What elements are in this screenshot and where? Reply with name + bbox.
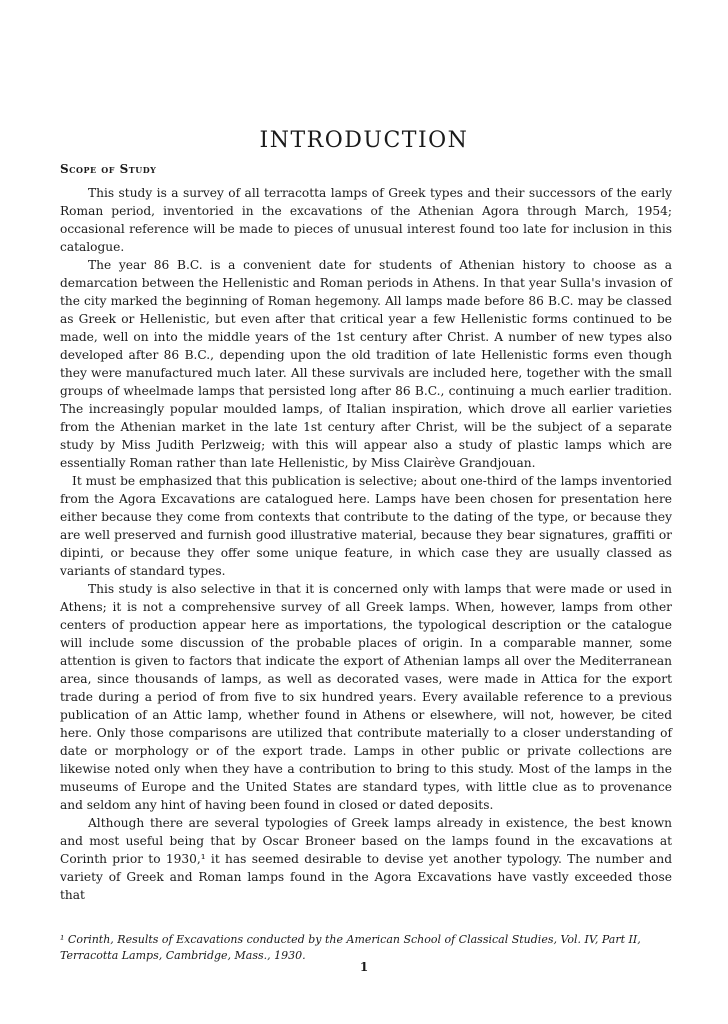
footnote: ¹ Corinth, Results of Excavations conducted by the American School of Classical Studies, Vol. IV, Part II, Terracotta Lamps, Cambridge, Mass., 1930. (60, 933, 641, 962)
section-heading: Scope of Study (60, 162, 157, 176)
paragraph-3: It must be emphasized that this publication is selective; about one-third of the lamps inventoried from the Agora Excavations are catalogued here. Lamps have been chosen for presentation here either because they come from contexts that contribute to the dating of the type, or because they are well preserved and furnish good illustrative material, because they bear signatures, graffiti or dipinti, or because they offer some unique feature, in which case they are usually classed as variants of standard types. (60, 474, 672, 578)
page-number: 1 (359, 960, 369, 974)
paragraph-2: The year 86 B.C. is a convenient date for students of Athenian history to choose as a demarcation between the Hellenistic and Roman periods in Athens. In that year Sulla's invasion of the city marked the beginning of Roman hegemony. All lamps made before 86 B.C. may be classed as Greek or Hellenistic, but even after that critical year a few Hellenistic forms continued to be made, well on into the middle years of the 1st century after Christ. A number of new types also developed after 86 B.C., depending upon the old tradition of late Hellenistic forms even though they were manufactured much later. All these survivals are included here, together with the small groups of wheelmade lamps that persisted long after 86 B.C., continuing a much earlier tradition. The increasingly popular moulded lamps, of Italian inspiration, which drove all earlier varieties from the Athenian market in the late 1st century after Christ, will be the subject of a separate study by Miss Judith Perlzweig; with this will appear also a study of plastic lamps which are essentially Roman rather than late Hellenistic, by Miss Clairève Grandjouan. (60, 258, 672, 470)
paragraph-4: This study is also selective in that it is concerned only with lamps that were made or used in Athens; it is not a comprehensive survey of all Greek lamps. When, however, lamps from other centers of production appear here as importations, the typological description or the catalogue will include some discussion of the probable places of origin. In a comparable manner, some attention is given to factors that indicate the export of Athenian lamps all over the Mediterranean area, since thousands of lamps, as well as decorated vases, were made in Attica for the export trade during a period of from five to six hundred years. Every available reference to a previous publication of an Attic lamp, whether found in Athens or elsewhere, will not, however, be cited here. Only those comparisons are utilized that contribute materially to a closer understanding of date or morphology or of the export trade. Lamps in other public or private collections are likewise noted only when they have a contribution to bring to this study. Most of the lamps in the museums of Europe and the United States are standard types, with little clue as to provenance and seldom any hint of having been found in closed or dated deposits. (60, 582, 672, 812)
paragraph-1: This study is a survey of all terracotta lamps of Greek types and their successors of the early Roman period, inventoried in the excavations of the Athenian Agora through March, 1954; occasional reference will be made to pieces of unusual interest found too late for inclusion in this catalogue. (60, 186, 672, 254)
paragraph-5: Although there are several typologies of Greek lamps already in existence, the best known and most useful being that by Oscar Broneer based on the lamps found in the excavations at Corinth prior to 1930,¹ it has seemed desirable to devise yet another typology. The number and variety of Greek and Roman lamps found in the Agora Excavations have vastly exceeded those that (60, 816, 672, 902)
body-text (60, 184, 672, 904)
page-title: INTRODUCTION (259, 128, 469, 153)
